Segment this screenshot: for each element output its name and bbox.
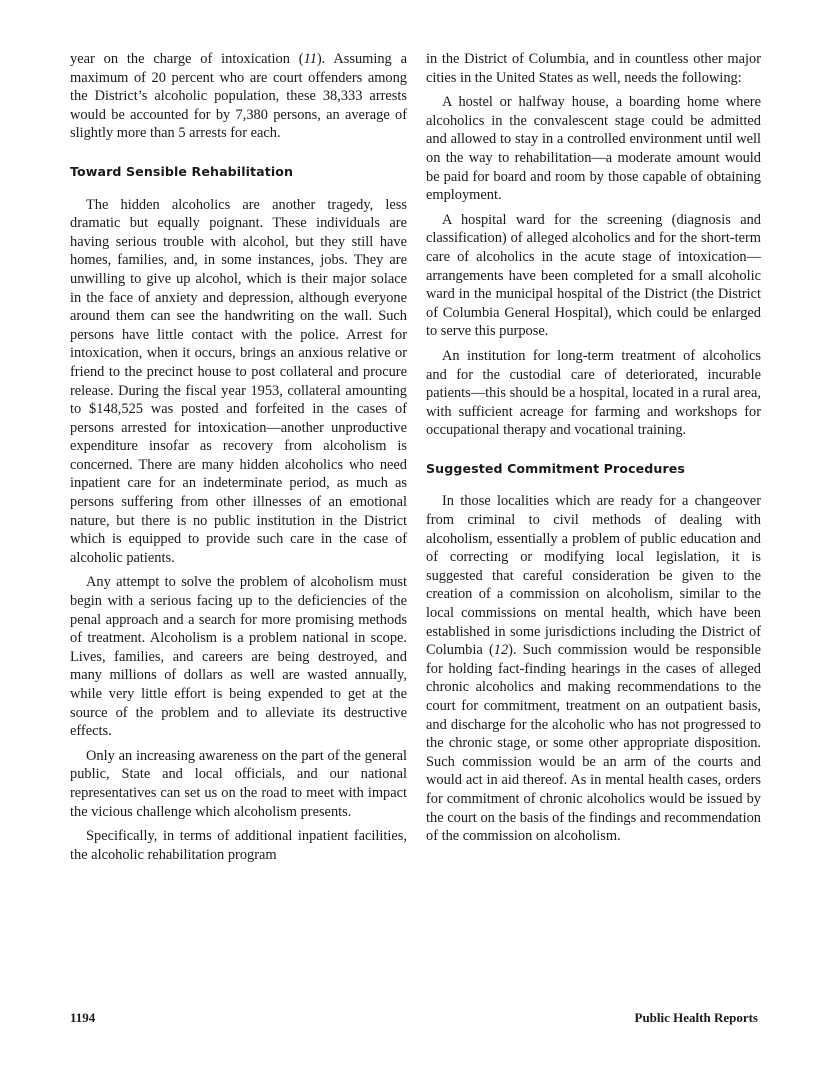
paragraph-hidden-alcoholics: The hidden alcoholics are another tragedy, less dramatic but equally poignant. These individuals are having serious trouble with alcohol, but they still have homes, families, and, in some instances, jobs. They are unwilling to give up alcohol, which is their major solace in the face of anxiety and depression, although everyone around them can see the handwriting on the wall. Such persons have little contact with the police. Arrest for intoxication, when it occurs, brings an anxious relative or friend to the precinct house to post collateral and procure release. During the fiscal year 1953, collateral amounting to $148,525 was posted and forfeited in the cases of persons arrested for intoxication—another unproductive expenditure insofar as recovery from alcoholism is concerned. There are many hidden alcoholics who need inpatient care for an indeterminate period, as much as persons suffering from other illnesses of an emotional nature, but there is no public institution in the District which is equipped to provide such care in the case of alcoholic patients. bbox=[70, 196, 407, 566]
paragraph-text: In those localities which are ready for a changeover from criminal to civil methods of dealing with alcoholism, essentially a problem of public education and of correcting or modifying local legislation, it is suggested that careful consideration be given to the creation of a commission on alcoholism, similar to the local commissions on mental health, which have been established in some jurisdictions including the District of Columbia ( bbox=[426, 493, 761, 659]
paragraph-hostel: A hostel or halfway house, a boarding home where alcoholics in the convalescent stage could be admitted and allowed to stay in a controlled environment until well on the way to rehabilitation—a moderate amount would be paid for board and room by those capable of obtaining employment. bbox=[426, 94, 761, 204]
paragraph-continuation: in the District of Columbia, and in countless other major cities in the United States as well, needs the following: bbox=[426, 51, 761, 86]
paragraph-institution: An institution for long-term treatment of alcoholics and for the custodial care of deteriorated, incurable patients—this should be a hospital, located in a rural area, with sufficient acreage for farming and workshops for occupational therapy and vocational training. bbox=[426, 347, 761, 439]
page-number: 1194 bbox=[70, 1010, 96, 1025]
journal-title: Public Health Reports bbox=[634, 1010, 758, 1025]
paragraph-text: year on the charge of intoxication ( bbox=[70, 51, 304, 67]
paragraph-commission bbox=[426, 492, 761, 845]
paragraph-penal-approach: Any attempt to solve the problem of alcoholism must begin with a serious facing up to the deficiencies of the penal approach and a search for more promising methods of treatment. Alcoholism is a problem national in scope. Lives, families, and careers are being destroyed, and many millions of dollars as well are wasted annually, while very little effort is being expended to get at the source of the problem and to alleviate its destructive effects. bbox=[70, 574, 407, 740]
reference-number: 11 bbox=[303, 51, 317, 67]
paragraph-continuation bbox=[70, 50, 407, 143]
section-heading-rehabilitation: Toward Sensible Rehabilitation bbox=[70, 163, 294, 179]
paragraph-text: ). Such commission would be responsible for holding fact-finding hearings in the cases of alleged chronic alcoholics and making recommendations to the court for commitment, treatment on an outpatient basis, and discharge for the alcoholic who has not progressed to the chronic stage, or some other appropriate disposition. Such commission would be an arm of the courts and would act in aid thereof. As in mental health cases, orders for commitment of chronic alcoholics would be issued by the court on the basis of the findings and recommendation of the commission on alcoholism. bbox=[426, 642, 761, 845]
reference-number: 12 bbox=[493, 642, 509, 659]
paragraph-facilities: Specifically, in terms of additional inpatient facilities, the alcoholic rehabilitation program bbox=[70, 828, 407, 863]
right-column bbox=[426, 50, 761, 852]
paragraph-hospital-ward: A hospital ward for the screening (diagnosis and classification) of alleged alcoholics and for the short-term care of alcoholics in the acute stage of intoxication—arrangements have been completed for a small alcoholic ward in the municipal hospital of the District (the District of Columbia General Hospital), which could be enlarged to serve this purpose. bbox=[426, 211, 761, 340]
paragraph-text: ). Assuming a maximum of 20 percent who are court offenders among the District’s alcoholic population, these 38,333 arrests would be accounted for by 7,380 persons, an average of slightly more than 5 arrests for each. bbox=[70, 51, 407, 142]
left-column bbox=[70, 50, 407, 870]
paragraph-awareness: Only an increasing awareness on the part of the general public, State and local officials, and our national representatives can set us on the road to meet with impact the vicious challenge which alcoholism presents. bbox=[70, 747, 407, 820]
section-heading-commitment: Suggested Commitment Procedures bbox=[426, 460, 686, 476]
